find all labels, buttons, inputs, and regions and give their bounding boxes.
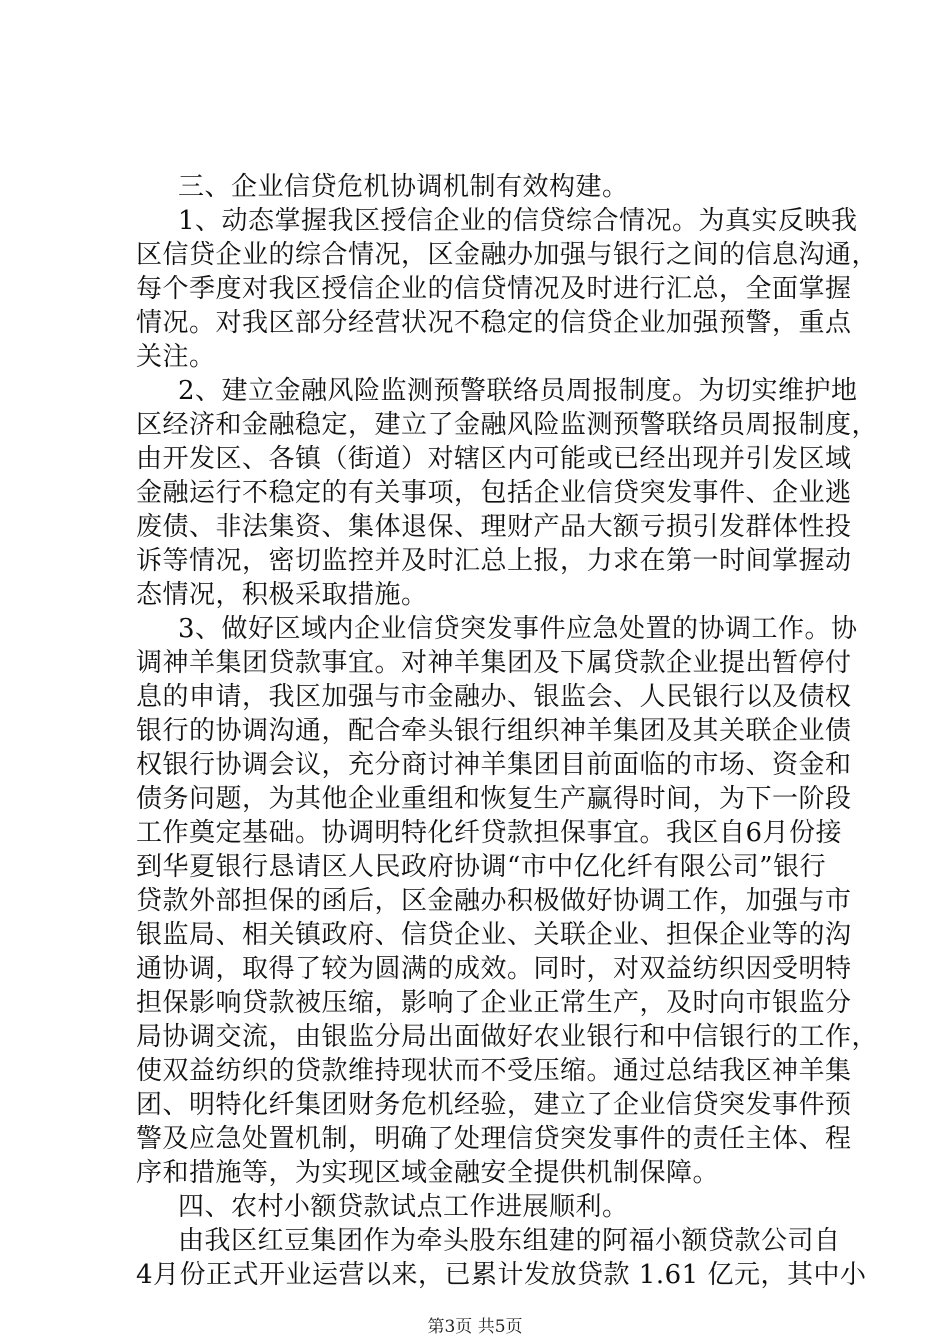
paragraph-line: 通协调，取得了较为圆满的成效。同时，对双益纺织因受明特 (136, 954, 852, 984)
paragraph-line: 序和措施等，为实现区域金融安全提供机制保障。 (136, 1158, 720, 1188)
paragraph-line: 团、明特化纤集团财务危机经验，建立了企业信贷突发事件预 (136, 1090, 852, 1120)
paragraph-line: 工作奠定基础。协调明特化纤贷款担保事宜。我区自6月份接 (136, 818, 843, 848)
paragraph-line: 银行的协调沟通，配合牵头银行组织神羊集团及其关联企业债 (136, 716, 852, 746)
paragraph-line: 金融运行不稳定的有关事项，包括企业信贷突发事件、企业逃 (136, 478, 852, 508)
paragraph-line: 调神羊集团贷款事宜。对神羊集团及下属贷款企业提出暂停付 (136, 648, 852, 678)
paragraph-line: 关注。 (136, 342, 216, 372)
paragraph-line: 2、建立金融风险监测预警联络员周报制度。为切实维护地 (178, 376, 858, 406)
paragraph-line: 态情况，积极采取措施。 (136, 580, 428, 610)
paragraph-line: 由开发区、各镇（街道）对辖区内可能或已经出现并引发区域 (136, 444, 852, 474)
paragraph-line: 4月份正式开业运营以来，已累计发放贷款 1.61 亿元，其中小 (136, 1260, 867, 1290)
paragraph-line: 权银行协调会议，充分商讨神羊集团目前面临的市场、资金和 (136, 750, 852, 780)
paragraph-line: 1、动态掌握我区授信企业的信贷综合情况。为真实反映我 (178, 206, 858, 236)
paragraph-line: 使双益纺织的贷款维持现状而不受压缩。通过总结我区神羊集 (136, 1056, 852, 1086)
paragraph-line: 到华夏银行恳请区人民政府协调“市中亿化纤有限公司”银行 (136, 852, 827, 882)
paragraph-line: 债务问题，为其他企业重组和恢复生产赢得时间，为下一阶段 (136, 784, 852, 814)
paragraph-line: 废债、非法集资、集体退保、理财产品大额亏损引发群体性投 (136, 512, 852, 542)
paragraph-line: 局协调交流，由银监分局出面做好农业银行和中信银行的工作， (136, 1022, 879, 1052)
paragraph-line: 区经济和金融稳定，建立了金融风险监测预警联络员周报制度， (136, 410, 879, 440)
paragraph-line: 息的申请，我区加强与市金融办、银监会、人民银行以及债权 (136, 682, 852, 712)
paragraph-line: 银监局、相关镇政府、信贷企业、关联企业、担保企业等的沟 (136, 920, 852, 950)
page-number-footer: 第3页 共5页 (427, 1317, 523, 1337)
section-heading-3: 三、企业信贷危机协调机制有效构建。 (178, 172, 629, 202)
paragraph-line: 诉等情况，密切监控并及时汇总上报，力求在第一时间掌握动 (136, 546, 852, 576)
paragraph-line: 担保影响贷款被压缩，影响了企业正常生产，及时向市银监分 (136, 988, 852, 1018)
paragraph-line: 警及应急处置机制，明确了处理信贷突发事件的责任主体、程 (136, 1124, 852, 1154)
paragraph-line: 情况。对我区部分经营状况不稳定的信贷企业加强预警，重点 (136, 308, 852, 338)
paragraph-line: 3、做好区域内企业信贷突发事件应急处置的协调工作。协 (178, 614, 858, 644)
paragraph-line: 贷款外部担保的函后，区金融办积极做好协调工作，加强与市 (136, 886, 852, 916)
paragraph-line: 区信贷企业的综合情况，区金融办加强与银行之间的信息沟通， (136, 240, 879, 270)
section-heading-4: 四、农村小额贷款试点工作进展顺利。 (178, 1192, 629, 1222)
paragraph-line: 由我区红豆集团作为牵头股东组建的阿福小额贷款公司自 (178, 1226, 841, 1256)
paragraph-line: 每个季度对我区授信企业的信贷情况及时进行汇总，全面掌握 (136, 274, 852, 304)
